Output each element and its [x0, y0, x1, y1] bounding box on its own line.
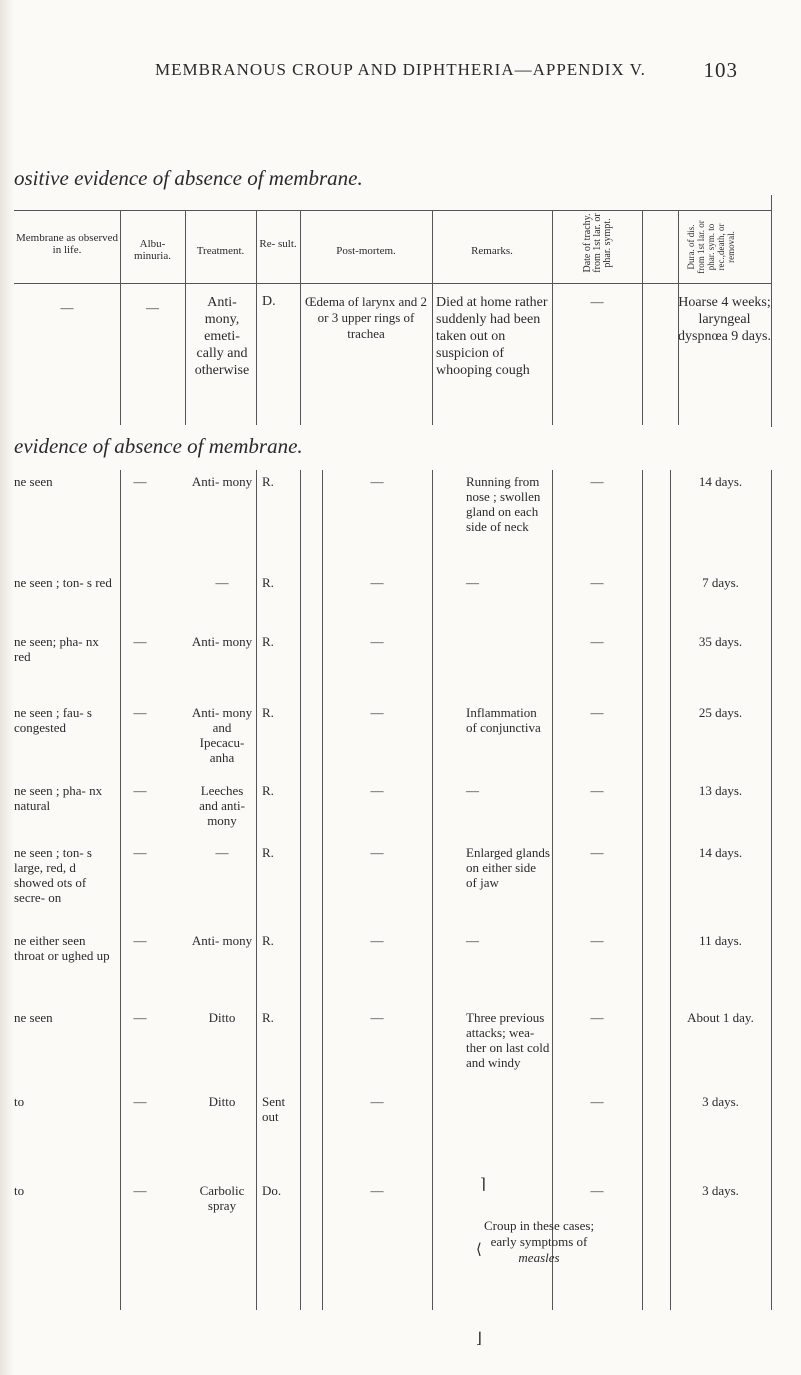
col-header-albuminuria: Albu- minuria.: [134, 238, 171, 262]
shared-remark-text: Croup in these cases; early symptoms of: [483, 1218, 595, 1249]
cell-treatment: Anti- mony: [191, 933, 253, 948]
cell-membrane: —: [60, 300, 74, 315]
col-divider: [300, 470, 301, 1310]
cell-result: R.: [262, 575, 274, 590]
cell-remarks: Died at home rather suddenly had been taken out on suspicion of whooping cough: [436, 295, 548, 378]
header-title: MEMBRANOUS CROUP AND DIPHTHERIA—APPENDIX V.: [155, 60, 646, 79]
cell-result: Do.: [262, 1183, 282, 1198]
col-header-remarks: Remarks.: [471, 245, 513, 257]
col-divider: [771, 470, 772, 1310]
brace-top: ⌉: [480, 1177, 486, 1193]
cell-date: —: [590, 1094, 604, 1109]
cell-duration: 3 days.: [702, 1094, 739, 1109]
col-header-duration: Dura. of dis. from 1st lar. or phar. sym. to rec.,death, or removal.: [686, 220, 736, 274]
cell-postmortem: —: [370, 933, 384, 948]
cell-membrane: ne seen ; pha- nx natural: [14, 783, 103, 813]
cell-result: R.: [262, 705, 274, 720]
col-divider: [185, 210, 186, 425]
cell-duration: 11 days.: [699, 933, 742, 948]
brace-middle: ⟨: [476, 1242, 482, 1258]
cell-membrane: ne seen ; ton- s red: [14, 575, 112, 590]
cell-duration: Hoarse 4 weeks; laryngeal dyspnœa 9 days.: [678, 295, 771, 344]
col-header-membrane: Membrane as observed in life.: [15, 232, 119, 256]
cell-remarks: —: [466, 783, 479, 798]
page-edge-shadow: [0, 0, 14, 1375]
col-header-treatment: Treatment.: [196, 245, 245, 257]
cell-albuminuria: —: [133, 933, 147, 948]
cell-treatment: Anti- mony and Ipecacu- anha: [191, 705, 253, 765]
cell-treatment: Anti- mony: [191, 474, 253, 489]
cell-result: R.: [262, 634, 274, 649]
table1-right-border: [771, 195, 772, 427]
col-divider: [432, 210, 433, 425]
cell-duration: 14 days.: [698, 474, 743, 489]
shared-remark: [478, 1218, 600, 1266]
cell-date: —: [590, 294, 604, 309]
cell-duration: 13 days.: [698, 783, 743, 798]
cell-remarks: Three previous attacks; wea- ther on last cold and windy: [466, 1010, 550, 1070]
cell-membrane: ne seen; pha- nx red: [14, 634, 99, 664]
section1-title: ositive evidence of absence of membrane.: [14, 166, 363, 190]
cell-result: R.: [262, 783, 274, 798]
cell-duration: 14 days.: [698, 845, 743, 860]
cell-postmortem: —: [370, 1010, 384, 1025]
cell-result: R.: [262, 933, 274, 948]
page-number: 103: [703, 58, 738, 82]
col-divider: [300, 210, 301, 425]
col-divider: [256, 470, 257, 1310]
cell-treatment: Anti- mony: [191, 634, 253, 649]
cell-date: —: [590, 783, 604, 798]
cell-treatment: Anti- mony, emeti- cally and otherwise: [194, 295, 250, 378]
cell-membrane: to: [14, 1183, 25, 1198]
cell-result: R.: [262, 845, 274, 860]
cell-albuminuria: —: [133, 1094, 147, 1109]
cell-postmortem: —: [370, 845, 384, 860]
cell-date: —: [590, 474, 604, 489]
col-header-result: Re- sult.: [259, 238, 297, 250]
section2-title: evidence of absence of membrane.: [14, 434, 303, 458]
cell-treatment: Ditto: [208, 1094, 236, 1109]
col-divider: [642, 210, 643, 425]
cell-albuminuria: —: [133, 783, 147, 798]
cell-result: R.: [262, 1010, 274, 1025]
cell-treatment: Carbolic spray: [199, 1183, 245, 1213]
table1-top-rule: [14, 210, 771, 211]
cell-membrane: ne seen ; fau- s congested: [14, 705, 92, 735]
col-divider: [552, 210, 553, 425]
cell-postmortem: —: [370, 474, 384, 489]
cell-treatment: —: [215, 575, 229, 590]
cell-postmortem: —: [370, 783, 384, 798]
cell-albuminuria: —: [133, 474, 147, 489]
cell-remarks: —: [466, 933, 479, 948]
cell-membrane: ne seen ; ton- s large, red, d showed ots of secre- on: [14, 845, 92, 905]
cell-remarks: Running from nose ; swollen gland on each side of neck: [466, 474, 541, 534]
cell-result: D.: [262, 294, 276, 309]
cell-albuminuria: —: [133, 634, 147, 649]
cell-treatment: Ditto: [208, 1010, 236, 1025]
cell-date: —: [590, 634, 604, 649]
cell-date: —: [590, 705, 604, 720]
shared-remark-italic: measles: [518, 1250, 560, 1265]
cell-date: —: [590, 933, 604, 948]
cell-duration: 3 days.: [702, 1183, 739, 1198]
cell-membrane: ne seen: [14, 1010, 53, 1025]
cell-remarks: Inflammation of conjunctiva: [466, 705, 541, 735]
cell-albuminuria: —: [133, 1010, 147, 1025]
cell-postmortem: —: [370, 1183, 384, 1198]
cell-duration: 35 days.: [698, 634, 743, 649]
cell-date: —: [590, 845, 604, 860]
col-header-date: Date of trachy. from 1st lar. or phar. sympt.: [582, 213, 613, 273]
cell-duration: 25 days.: [698, 705, 743, 720]
cell-date: —: [590, 1010, 604, 1025]
cell-postmortem: Œdema of larynx and 2 or 3 upper rings of trachea: [304, 294, 428, 341]
col-divider: [642, 470, 643, 1310]
col-divider: [432, 470, 433, 1310]
cell-result: R.: [262, 474, 274, 489]
cell-duration: 7 days.: [702, 575, 739, 590]
cell-membrane: ne seen: [14, 474, 53, 489]
cell-treatment: —: [215, 845, 229, 860]
cell-date: —: [590, 575, 604, 590]
cell-membrane: ne either seen throat or ughed up: [14, 933, 110, 963]
cell-albuminuria: —: [133, 1183, 147, 1198]
cell-postmortem: —: [370, 705, 384, 720]
col-header-postmortem: Post-mortem.: [336, 245, 396, 257]
cell-duration: About 1 day.: [687, 1010, 754, 1025]
cell-albuminuria: —: [133, 705, 147, 720]
cell-result: Sent out: [262, 1094, 286, 1124]
table1-header-rule: [14, 283, 771, 284]
cell-postmortem: —: [370, 1094, 384, 1109]
cell-remarks: —: [466, 575, 479, 590]
cell-albuminuria: —: [133, 845, 147, 860]
brace-bottom: ⌋: [476, 1331, 482, 1347]
cell-treatment: Leeches and anti- mony: [199, 783, 245, 828]
cell-membrane: to: [14, 1094, 25, 1109]
cell-albuminuria: —: [146, 300, 159, 315]
cell-remarks: Enlarged glands on either side of jaw: [466, 845, 550, 890]
cell-postmortem: —: [370, 634, 384, 649]
running-header: [0, 60, 801, 80]
cell-date: —: [590, 1183, 604, 1198]
cell-postmortem: —: [370, 575, 384, 590]
